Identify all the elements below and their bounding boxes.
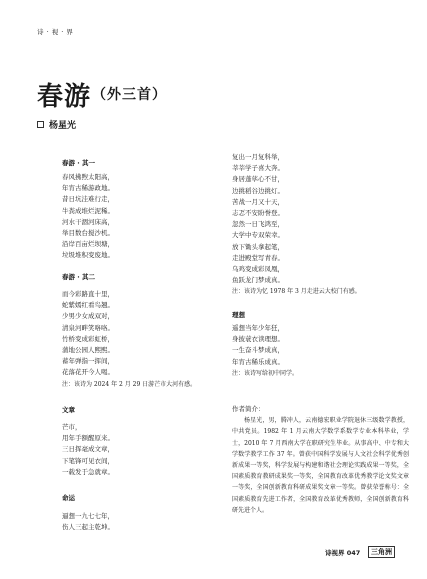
poem-body	[62, 172, 114, 262]
poem-line: 垃圾堆积变废地。	[62, 251, 114, 260]
bio-heading: 作者简介：	[232, 405, 265, 413]
poem-line: 下笔锋可见衣间，	[62, 456, 114, 465]
poem-line: 乌鸡变成彩凤凰，	[232, 265, 284, 274]
poem-line: 举目数台搅沙机。	[62, 229, 114, 238]
poem-line: 鱼跃龙门梦成真。	[232, 276, 284, 285]
poem-title: 理想	[232, 311, 245, 319]
poem-line: 用年手额醒原来。	[62, 434, 114, 443]
poem-line: 放下锄头拿起笔，	[232, 242, 284, 251]
poem-line: 苦战一月又十天，	[232, 197, 284, 206]
poem-line: 莘莘学子喜大奔。	[232, 164, 284, 173]
page-subtitle: （外三首）	[92, 87, 167, 103]
poem-line: 蒲地公园人熙熙。	[62, 346, 114, 355]
poem-line: 边挑稻谷边挑灯。	[232, 186, 284, 195]
author-name: 杨星光	[49, 121, 77, 131]
poem-line: 一载发于急就章。	[62, 467, 114, 476]
poem-line: 一生奋斗梦成真，	[232, 346, 284, 355]
poem-line: 遥想当年少年狂，	[232, 324, 284, 332]
poem-body	[62, 511, 114, 533]
poem-title: 春游 · 其二	[62, 273, 95, 281]
author-marker-icon	[37, 121, 44, 128]
poem-line: 伤人三起主乾坤。	[62, 523, 114, 532]
poem-note: 注：该诗写给初中同学。	[232, 369, 299, 377]
poem-body	[62, 289, 196, 390]
page-title: 春游	[37, 82, 92, 112]
poem-line: 竹桥变成彩虹桥，	[62, 334, 114, 343]
poem-note: 注：该诗为忆 1978 年 3 月走进云大校门有感。	[232, 288, 361, 296]
poem-line: 志忑不安盼誉登。	[232, 209, 284, 218]
bio-text: 杨星光，男，腾冲人，云南德宏职业学院退休三级数学教授，中共党员。1982 年 1 月云南大学数学系数学专业本科毕业，学士，2010 年 7 月西南大学在职研究生毕业。从事高中、中专和大学数学教学工作 37 年。曾获中国科学发展与人文社会科学优秀创新成果一等奖，科学发展与构建和谐社会理论实践成果一等奖，全国素质教育教研成果奖一等奖，全国教育改革优秀教学论文奖文章一等奖，全国创新教育科研成果奖文章一等奖。曾获荣誉称号：全国素质教育先进工作者，全国教育改革优秀教师，全国创新教育科研先进个人。	[232, 417, 409, 514]
page-folio: 诗视界 047	[325, 549, 361, 557]
poem-note: 注：该诗为 2024 年 2 月 29 日游芒市大河有感。	[62, 380, 197, 388]
poem-line: 芒市，	[62, 423, 82, 431]
poem-title: 春游 · 其一	[62, 159, 95, 167]
poem-line: 三日挥毫成文章，	[62, 445, 114, 454]
poem-line: 牛粪成堆烂泥稀。	[62, 206, 114, 215]
poem-line: 忽然一日飞鸿至，	[232, 220, 284, 229]
poem-line: 清泉河畔笑咯咯。	[62, 323, 114, 332]
poem-line: 逼想一九七七年，	[62, 512, 114, 520]
poem-line: 年宵古稀乐成真。	[232, 357, 284, 366]
section-label: 诗 · 视 · 界	[37, 28, 74, 36]
poem-line: 走进殿堂写青春。	[232, 253, 284, 262]
poem-line: 蓄年弹指一挥间，	[62, 357, 114, 366]
poem-line: 身居蓬荜心不甘，	[232, 175, 284, 184]
poem-title: 命运	[62, 494, 75, 502]
poem-line: 沿岸百亩烂坝塘，	[62, 240, 114, 249]
poem-line: 蛇紫嫣红看鸟翘。	[62, 301, 114, 310]
poem-line: 身披蓑衣读理想。	[232, 335, 284, 344]
author-bio	[232, 404, 409, 516]
poem-line: 而今彩路直十里，	[62, 290, 114, 298]
poem-line: 春风拂煦太阳高，	[62, 173, 114, 181]
poem-line: 河水干涸河床高，	[62, 217, 114, 226]
poem-body	[62, 422, 114, 478]
poem-line: 复出一月复科举，	[232, 153, 284, 161]
poem-body	[232, 323, 298, 379]
poem-line: 昔日坑洼难行走，	[62, 195, 114, 204]
poem-line: 大学中专双荣幸。	[232, 231, 284, 240]
poem-body	[232, 152, 361, 297]
poem-line: 花落花开今人喝。	[62, 368, 114, 377]
poem-line: 年宵古稀游政地。	[62, 184, 114, 193]
poem-line: 少男少女成双对，	[62, 312, 114, 321]
poem-title: 文章	[62, 406, 75, 414]
publisher-logo: 三角洲	[368, 546, 395, 558]
